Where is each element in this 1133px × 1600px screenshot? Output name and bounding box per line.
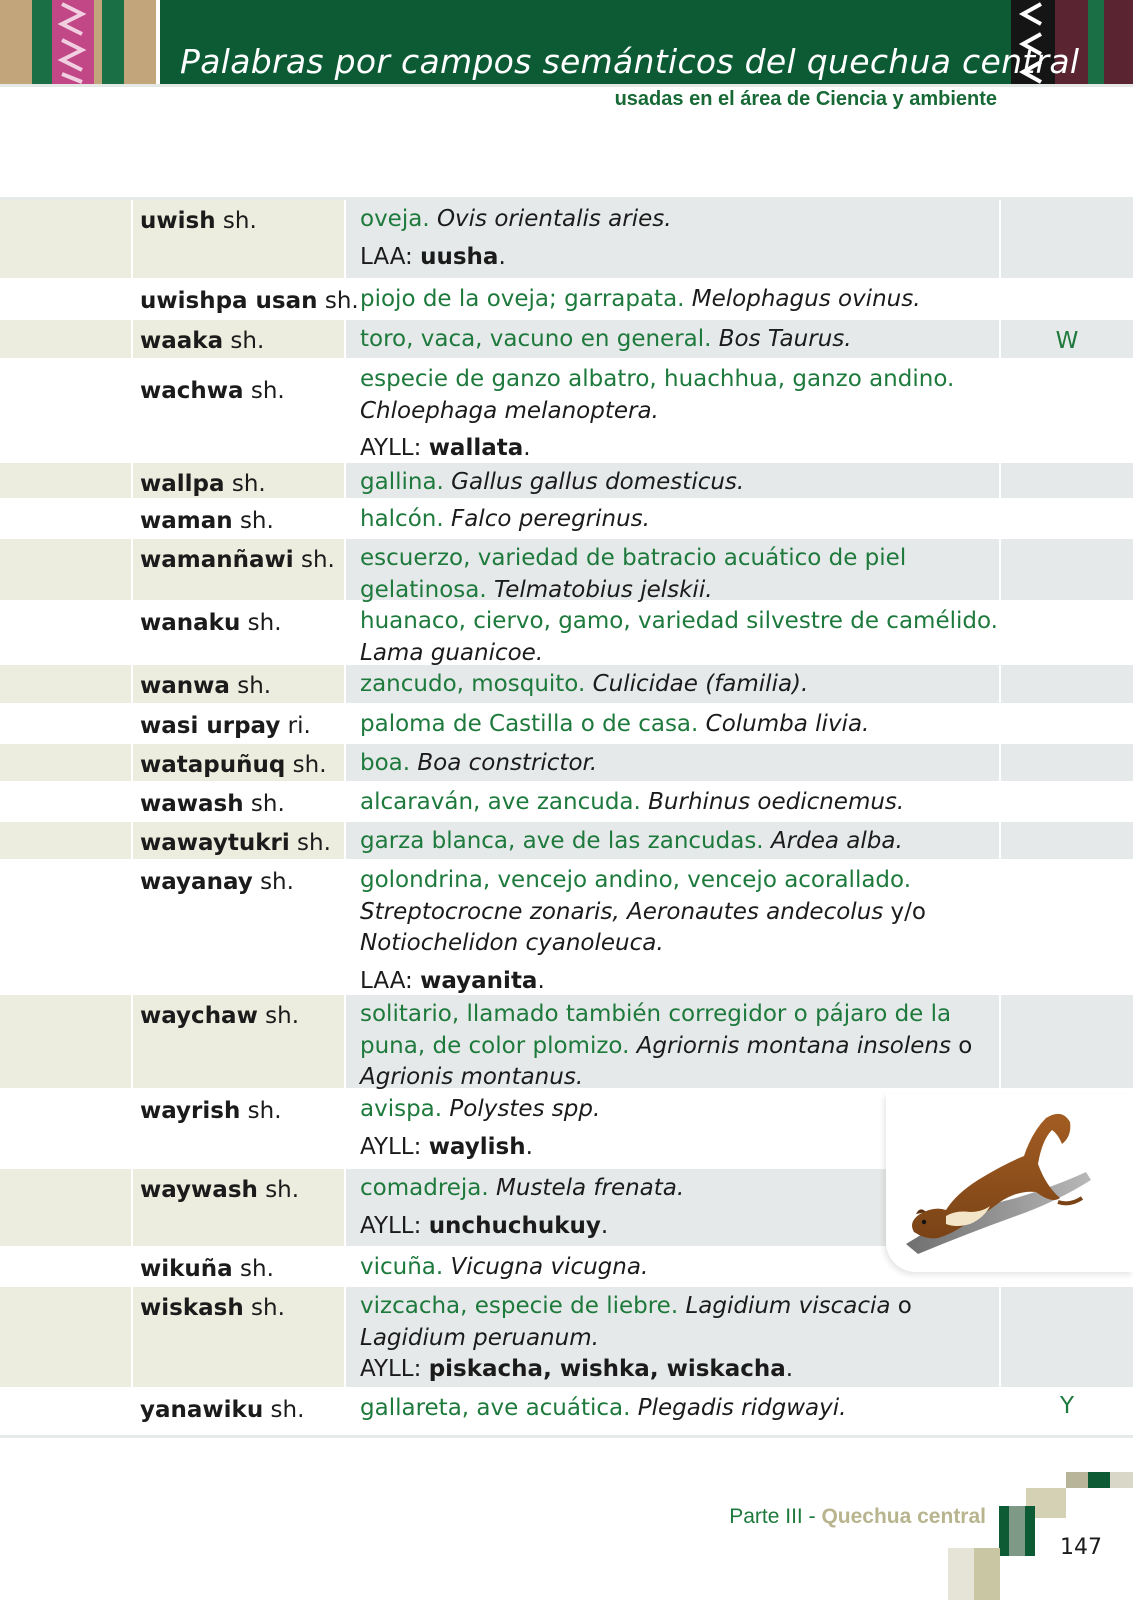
letter-cell	[1001, 463, 1133, 498]
part-of-speech: sh.	[300, 547, 335, 573]
scientific-name: Burhinus oedicnemus.	[648, 789, 905, 815]
letter-cell	[1001, 280, 1133, 318]
page-footer	[729, 1505, 986, 1529]
variant-end: .	[498, 243, 506, 270]
corner-decoration	[948, 1548, 974, 1600]
header-pattern-band	[52, 0, 94, 86]
spanish-gloss: piojo de la oveja; garrapata.	[360, 286, 685, 312]
scientific-name: Lagidium viscacia	[685, 1293, 891, 1319]
spanish-gloss: especie de ganzo albatro, huachhua, ganzo andino.	[360, 366, 955, 392]
letter-cell	[1001, 1287, 1133, 1387]
part-of-speech: sh.	[250, 378, 285, 404]
header-band	[124, 0, 156, 86]
spanish-gloss: escuerzo, variedad de batracio acuático de piel gelatinosa.	[360, 545, 907, 603]
scientific-name: Culicidae (familia).	[592, 671, 809, 697]
scientific-name: Agriornis montana insolens	[636, 1032, 951, 1059]
variant-end: .	[600, 1212, 609, 1239]
scientific-name: Ovis orientalis aries.	[436, 206, 672, 232]
part-of-speech: sh.	[230, 328, 265, 354]
header-band	[32, 0, 52, 86]
variant-end: .	[785, 1356, 794, 1382]
page-title: Palabras por campos semánticos del quechua central	[180, 42, 1080, 81]
connector: o	[950, 1032, 973, 1059]
letter-cell	[1001, 744, 1133, 781]
scientific-name: Lama guanicoe.	[360, 639, 544, 666]
spanish-gloss: halcón.	[360, 506, 444, 532]
entry-row-wamannawi	[0, 539, 1133, 602]
definition	[360, 865, 1000, 997]
variant-forms: piskacha, wishka, wiskacha	[428, 1356, 786, 1382]
part-of-speech: sh.	[251, 1295, 285, 1321]
headword-text: waychaw	[140, 1003, 258, 1029]
section-letter: W	[1055, 328, 1079, 354]
variant-forms: wallata	[428, 435, 524, 461]
row-margin-cell	[0, 200, 131, 278]
definition	[360, 543, 1000, 606]
row-margin-cell	[0, 500, 131, 537]
letter-cell	[1001, 783, 1133, 820]
letter-cell	[1001, 539, 1133, 600]
definition	[360, 364, 1000, 465]
letter-cell	[1001, 705, 1133, 742]
headword	[140, 286, 359, 317]
part-of-speech: sh.	[247, 1098, 282, 1124]
corner-decoration	[1025, 1506, 1035, 1556]
headword-text: wasi urpay	[140, 713, 281, 739]
spanish-gloss: comadreja.	[360, 1175, 489, 1201]
definition	[360, 204, 1000, 273]
part-of-speech: sh.	[265, 1177, 300, 1203]
page-subtitle: usadas en el área de Ciencia y ambiente	[614, 88, 997, 110]
corner-decoration	[1088, 1472, 1110, 1488]
entry-row-wawaytukri	[0, 822, 1133, 861]
letter-cell	[1001, 360, 1133, 461]
variant-forms: unchuchukuy	[428, 1212, 601, 1239]
headword-text: wawaytukri	[140, 830, 290, 856]
headword-text: wachwa	[140, 378, 244, 404]
table-bottom-rule	[0, 1435, 1133, 1438]
corner-decoration	[1009, 1506, 1025, 1556]
part-of-speech: sh.	[247, 610, 282, 636]
headword-text: waywash	[140, 1177, 258, 1203]
header-band	[1088, 0, 1104, 86]
headword	[140, 750, 345, 781]
scientific-name: Telmatobius jelskii.	[494, 576, 713, 603]
spanish-gloss: golondrina, vencejo andino, vencejo acorallado.	[360, 867, 912, 893]
entry-row-waychaw	[0, 995, 1133, 1090]
scientific-name: Polystes spp.	[449, 1096, 601, 1122]
headword-text: wanwa	[140, 673, 230, 699]
row-margin-cell	[0, 463, 131, 498]
connector: y/o	[883, 898, 926, 925]
headword	[140, 671, 345, 702]
letter-cell	[1001, 200, 1133, 278]
headword	[140, 789, 345, 820]
entry-row-uwish	[0, 200, 1133, 280]
scientific-name: Boa constrictor.	[417, 750, 598, 776]
letter-cell	[1001, 995, 1133, 1088]
entry-row-wachwa	[0, 360, 1133, 463]
variant-label: LAA:	[360, 243, 413, 270]
spanish-gloss: toro, vaca, vacuno en general.	[360, 326, 712, 352]
corner-decoration	[999, 1506, 1009, 1556]
variant-end: .	[525, 1133, 533, 1160]
header-band	[0, 0, 32, 86]
part-of-speech: sh.	[260, 869, 294, 895]
headword	[140, 711, 345, 742]
row-margin-cell	[0, 995, 131, 1088]
entry-row-watapunuq	[0, 744, 1133, 783]
variant-end: .	[523, 435, 531, 461]
headword-text: wanaku	[140, 610, 241, 636]
headword-text: wallpa	[140, 471, 225, 497]
spanish-gloss: zancudo, mosquito.	[360, 671, 586, 697]
corner-decoration	[974, 1548, 1000, 1600]
variant-forms: waylish	[428, 1133, 526, 1160]
spanish-gloss: paloma de Castilla o de casa.	[360, 711, 699, 737]
headword	[140, 469, 345, 500]
page-header	[0, 0, 1133, 86]
row-margin-cell	[0, 705, 131, 742]
corner-decoration	[1066, 1472, 1088, 1488]
entry-row-wanwa	[0, 665, 1133, 705]
scientific-name: Vicugna vicugna.	[450, 1254, 649, 1280]
scientific-name: Chloephaga melanoptera.	[360, 397, 659, 424]
entry-row-waaka	[0, 320, 1133, 360]
headword-text: wayrish	[140, 1098, 241, 1124]
part-of-speech: sh.	[222, 208, 257, 234]
spanish-gloss: avispa.	[360, 1096, 443, 1122]
definition	[360, 709, 1000, 741]
headword-text: wamanñawi	[140, 547, 294, 573]
scientific-name: Columba livia.	[705, 711, 870, 737]
row-margin-cell	[0, 822, 131, 859]
entry-row-yanawiku	[0, 1389, 1133, 1429]
part-of-speech: sh.	[237, 673, 272, 699]
headword	[140, 1096, 345, 1127]
spanish-gloss: vizcacha, especie de liebre.	[360, 1293, 679, 1319]
row-margin-cell	[0, 665, 131, 703]
entry-row-wanaku	[0, 602, 1133, 665]
headword-text: wawash	[140, 791, 244, 817]
definition	[360, 826, 1000, 858]
headword	[140, 1293, 345, 1324]
header-band	[102, 0, 124, 86]
part-of-speech: sh.	[240, 1256, 274, 1282]
definition	[360, 324, 1000, 356]
letter-cell	[1001, 665, 1133, 703]
header-band	[1104, 0, 1133, 86]
letter-cell	[1001, 500, 1133, 537]
definition	[360, 787, 1000, 819]
row-margin-cell	[0, 1389, 131, 1427]
scientific-name: Plegadis ridgwayi.	[637, 1395, 847, 1421]
spanish-gloss: gallina.	[360, 469, 444, 495]
headword	[140, 1175, 345, 1206]
scientific-name: Ardea alba.	[770, 828, 903, 854]
entry-row-wawash	[0, 783, 1133, 822]
row-margin-cell	[0, 360, 131, 461]
headword-text: wikuña	[140, 1256, 233, 1282]
variant-forms: uusha	[420, 243, 499, 270]
headword	[140, 1395, 345, 1426]
row-margin-cell	[0, 280, 131, 318]
headword	[140, 828, 345, 859]
entry-row-uwishpa-usan	[0, 280, 1133, 320]
header-rule	[0, 84, 1133, 87]
headword	[140, 608, 345, 639]
entry-row-waman	[0, 500, 1133, 539]
spanish-gloss: boa.	[360, 750, 411, 776]
part-of-speech: sh.	[239, 508, 274, 534]
scientific-name: Notiochelidon cyanoleuca.	[360, 930, 664, 956]
part-of-speech: ri.	[287, 713, 311, 739]
row-margin-cell	[0, 602, 131, 663]
header-band	[94, 0, 102, 86]
spanish-gloss: oveja.	[360, 206, 430, 232]
scientific-name: Streptocrocne zonaris, Aeronautes andecolus	[360, 898, 884, 925]
variant-forms: wayanita	[420, 967, 538, 994]
headword	[140, 206, 345, 237]
section-letter: Y	[1059, 1393, 1075, 1419]
row-margin-cell	[0, 861, 131, 993]
scientific-name: Gallus gallus domesticus.	[451, 469, 745, 495]
scientific-name: Falco peregrinus.	[450, 506, 650, 532]
definition	[360, 467, 1000, 499]
entry-row-wallpa	[0, 463, 1133, 500]
headword-text: watapuñuq	[140, 752, 286, 778]
headword-text: waman	[140, 508, 233, 534]
part-of-speech: sh.	[297, 830, 331, 856]
entry-row-wiskash	[0, 1287, 1133, 1389]
headword-text: yanawiku	[140, 1397, 264, 1423]
scientific-name: Mustela frenata.	[496, 1175, 685, 1201]
headword	[140, 376, 345, 407]
variant-label: AYLL:	[360, 435, 422, 461]
spanish-gloss: garza blanca, ave de las zancudas.	[360, 828, 764, 854]
variant-label: AYLL:	[360, 1133, 422, 1160]
part-of-speech: sh.	[231, 471, 266, 497]
row-margin-cell	[0, 783, 131, 820]
footer-section: Quechua central	[821, 1505, 986, 1528]
part-of-speech: sh.	[324, 288, 359, 314]
headword	[140, 867, 345, 898]
headword-text: uwishpa usan	[140, 288, 318, 314]
definition	[360, 1291, 1000, 1386]
letter-cell	[1001, 602, 1133, 663]
variant-note	[360, 1354, 1000, 1386]
part-of-speech: sh.	[270, 1397, 305, 1423]
entry-row-wayanay	[0, 861, 1133, 995]
row-margin-cell	[0, 1287, 131, 1387]
headword	[140, 1001, 345, 1032]
row-margin-cell	[0, 744, 131, 781]
spanish-gloss: alcaraván, ave zancuda.	[360, 789, 641, 815]
row-margin-cell	[0, 320, 131, 358]
spanish-gloss: vicuña.	[360, 1254, 444, 1280]
row-margin-cell	[0, 539, 131, 600]
headword-text: waaka	[140, 328, 224, 354]
definition	[360, 669, 1000, 701]
part-of-speech: sh.	[250, 791, 285, 817]
row-margin-cell	[0, 1090, 131, 1167]
scientific-name: Bos Taurus.	[718, 326, 852, 352]
weasel-image	[886, 1094, 1133, 1272]
headword	[140, 506, 345, 537]
spanish-gloss: gallareta, ave acuática.	[360, 1395, 631, 1421]
connector: o	[890, 1293, 912, 1319]
variant-label: AYLL:	[360, 1212, 422, 1239]
row-margin-cell	[0, 1248, 131, 1285]
scientific-name: Agrionis montanus.	[360, 1064, 584, 1090]
variant-label: AYLL:	[360, 1356, 422, 1382]
page-number: 147	[1060, 1535, 1102, 1560]
scientific-name: Lagidium peruanum.	[360, 1324, 599, 1351]
headword	[140, 1254, 345, 1285]
headword	[140, 545, 345, 576]
definition	[360, 748, 1000, 780]
entry-row-wasi-urpay	[0, 705, 1133, 744]
part-of-speech: sh.	[265, 1003, 300, 1029]
row-margin-cell	[0, 1169, 131, 1246]
variant-note	[360, 966, 1000, 998]
headword	[140, 326, 345, 357]
headword-text: uwish	[140, 208, 216, 234]
definition	[360, 504, 1000, 536]
definition	[360, 284, 1000, 316]
definition	[360, 1393, 1000, 1425]
definition	[360, 606, 1000, 669]
headword-text: wayanay	[140, 869, 253, 895]
definition	[360, 999, 1000, 1094]
zigzag-pattern-icon	[52, 0, 94, 86]
corner-decoration	[1110, 1472, 1133, 1488]
footer-part: Parte III -	[729, 1505, 816, 1528]
letter-cell	[1001, 861, 1133, 993]
variant-note	[360, 433, 1000, 465]
variant-label: LAA:	[360, 967, 413, 994]
letter-cell	[1001, 822, 1133, 859]
headword-text: wiskash	[140, 1295, 244, 1321]
spanish-gloss: huanaco, ciervo, gamo, variedad silvestre de camélido.	[360, 608, 998, 634]
part-of-speech: sh.	[292, 752, 327, 778]
weasel-illustration	[886, 1094, 1133, 1272]
spanish-gloss: solitario, llamado también corregidor o pájaro de la puna, de color plomizo.	[360, 1001, 952, 1059]
variant-note	[360, 242, 1000, 274]
variant-end: .	[537, 967, 545, 994]
scientific-name: Melophagus ovinus.	[691, 286, 921, 312]
